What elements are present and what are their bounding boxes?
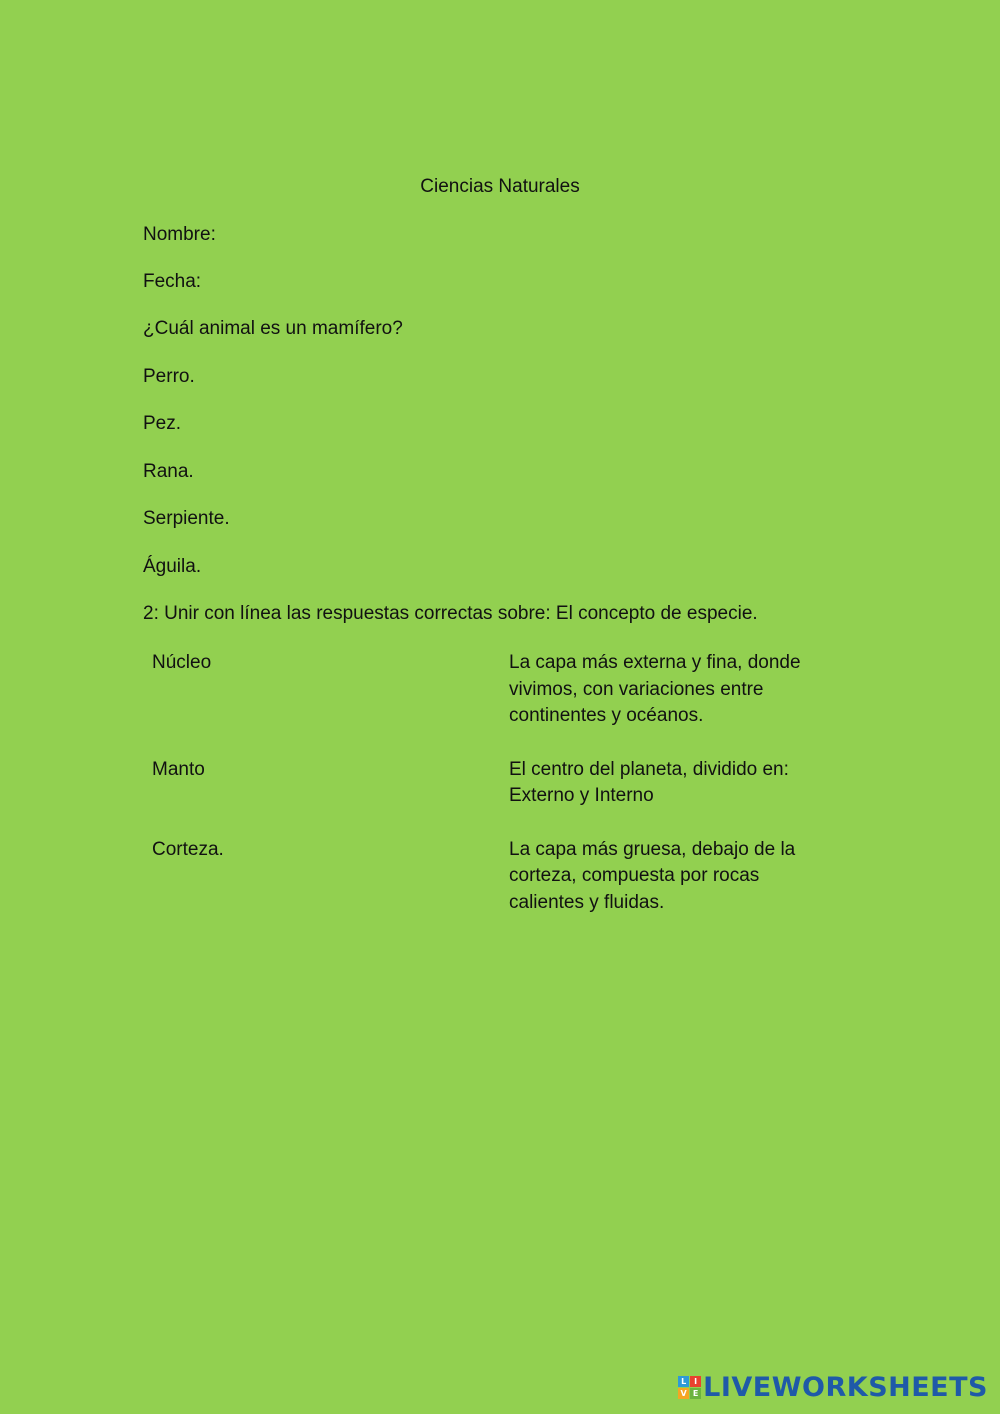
- page-title: Ciencias Naturales: [420, 176, 580, 197]
- date-field-label: Fecha:: [143, 271, 202, 292]
- liveworksheets-logo-text: LIVEWORKSHEETS: [703, 1371, 988, 1403]
- option-perro[interactable]: Perro.: [143, 366, 195, 387]
- logo-letter: L: [678, 1376, 689, 1387]
- matching-term-corteza[interactable]: Corteza.: [152, 838, 224, 860]
- option-rana[interactable]: Rana.: [143, 461, 194, 482]
- matching-definition[interactable]: La capa más externa y fina, donde vivimos, con variaciones entre continentes y océanos.: [509, 652, 801, 726]
- option-pez[interactable]: Pez.: [143, 413, 182, 434]
- matching-definition[interactable]: La capa más gruesa, debajo de la corteza, compuesta por rocas calientes y fluidas.: [509, 838, 796, 913]
- matching-term-nucleo[interactable]: Núcleo: [152, 652, 212, 673]
- liveworksheets-logo: [678, 1372, 988, 1402]
- logo-letter: I: [690, 1376, 701, 1387]
- logo-letter: V: [678, 1388, 689, 1399]
- question-2-prompt: 2: Unir con línea las respuestas correctas sobre: El concepto de especie.: [143, 603, 758, 624]
- matching-table: [152, 650, 832, 943]
- question-1-prompt: ¿Cuál animal es un mamífero?: [143, 318, 403, 339]
- matching-term-manto[interactable]: Manto: [152, 758, 205, 780]
- option-aguila[interactable]: Águila.: [143, 556, 202, 577]
- name-field-label: Nombre:: [143, 224, 216, 245]
- liveworksheets-logo-icon: [678, 1376, 701, 1399]
- matching-row: [152, 650, 832, 730]
- matching-row: [152, 837, 832, 917]
- logo-letter: E: [690, 1388, 701, 1399]
- matching-definition[interactable]: El centro del planeta, dividido en: Externo y Interno: [509, 758, 789, 806]
- option-serpiente[interactable]: Serpiente.: [143, 508, 230, 529]
- matching-row: [152, 757, 832, 810]
